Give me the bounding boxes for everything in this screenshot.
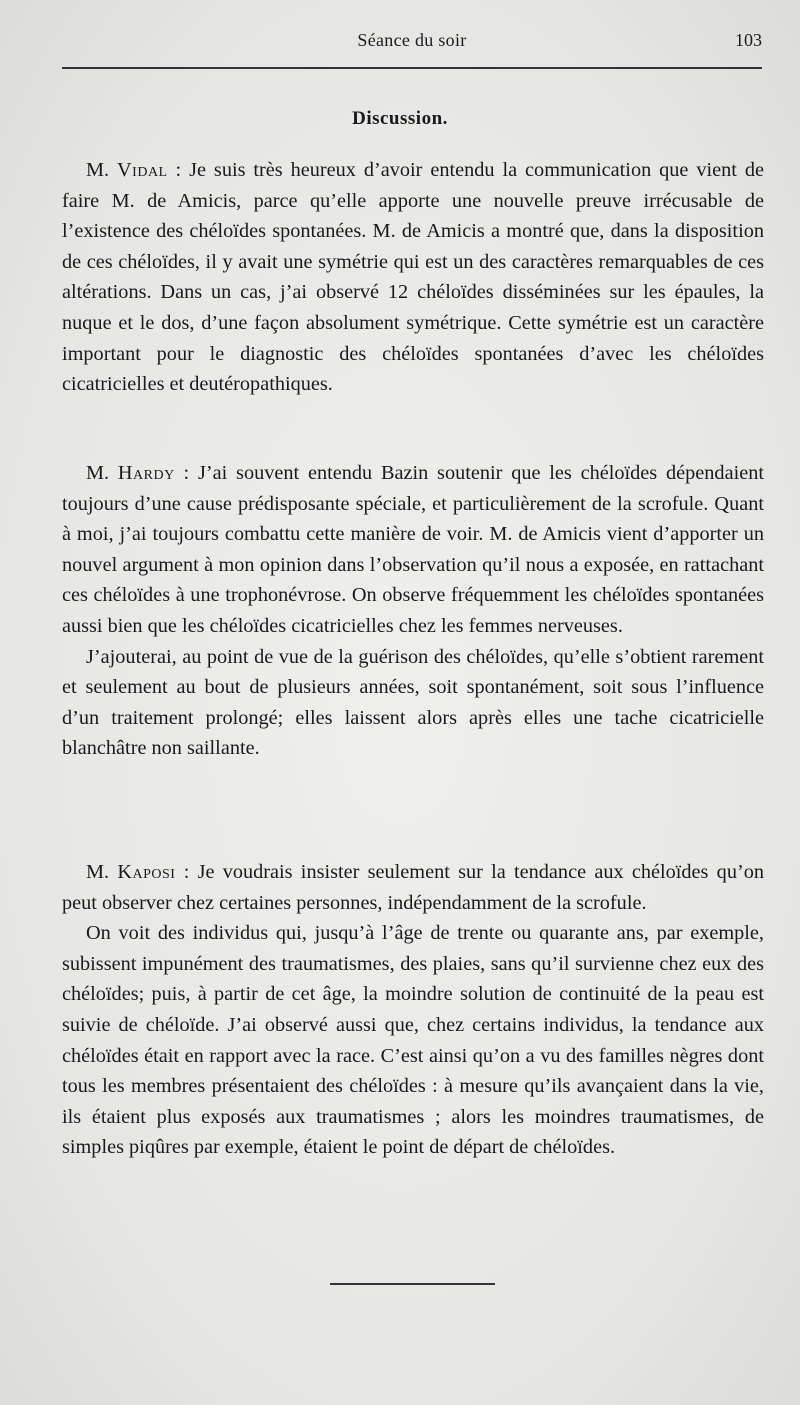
header-rule [62,67,762,69]
speaker-name: Vidal [117,159,168,181]
end-rule [330,1283,495,1285]
paragraph: On voit des individus qui, jusqu’à l’âge de trente ou quarante ans, par exemple, subissent impunément des traumatismes, des plaies, sans qu’il survienne chez eux des chéloïdes; puis, à partir de cet âge, la moindre solution de continuité de la peau est suivie de chéloïde. J’ai observé aussi que, chez certains individus, la tendance aux chéloïdes était en rapport avec la race. C’est ainsi qu’on a vu des familles nègres dont tous les membres présentaient des chéloïdes : à mesure qu’ils avançaient dans la vie, ils étaient plus exposés aux traumatismes ; alors les moindres traumatismes, de simples piqûres par exemple, étaient le point de départ de chéloïdes. [62,922,764,1159]
running-title: Séance du soir [357,30,467,50]
paragraph-text: : J’ai souvent entendu Bazin soutenir que les chéloïdes dépendaient toujours d’une cause prédisposante spéciale, et particulièrement de la scrofule. Quant à moi, j’ai toujours combattu cette manière de voir. M. de Amicis vient d’apporter un nouvel argument à mon opinion dans l’observation qu’il nous a exposée, en rattachant ces chéloïdes à une trophonévrose. On observe fréquemment les chéloïdes spontanées aussi bien que les chéloïdes cicatricielles chez les femmes nerveuses. [62,462,764,637]
speaker-prefix: M. [86,159,118,181]
speaker-name: Kaposi [117,861,176,883]
intervention-kaposi [62,857,764,1163]
paragraph [62,155,764,400]
paragraph-text: : Je suis très heureux d’avoir entendu la communication que vient de faire M. de Amicis, parce qu’elle apporte une nouvelle preuve irrécusable de l’existence des chéloïdes spontanées. M. de Amicis a montré que, dans la disposition de ces chéloïdes, il y avait une symétrie qui est un des caractères remarquables de ces altérations. Dans un cas, j’ai observé 12 chéloïdes disséminées sur les épaules, la nuque et le dos, d’une façon absolument symétrique. Cette symétrie est un caractère important pour le diagnostic des chéloïdes spontanées d’avec les chéloïdes cicatricielles et deutéropathiques. [62,159,764,396]
speaker-name: Hardy [117,462,175,484]
page-number: 103 [735,30,762,50]
paragraph: J’ajouterai, au point de vue de la guérison des chéloïdes, qu’elle s’obtient rarement et seulement au bout de plusieurs années, soit spontanément, soit sous l’influence d’un traitement prolongé; elles laissent alors après elles une tache cicatricielle blanchâtre non saillante. [62,645,764,760]
paragraph [62,458,764,642]
paragraph-text: : Je voudrais insister seulement sur la tendance aux chéloïdes qu’on peut observer chez certaines personnes, indépendamment de la scrofule. [62,861,764,914]
intervention-vidal [62,155,764,400]
speaker-prefix: M. [86,861,118,883]
speaker-prefix: M. [86,462,118,484]
running-head [62,30,762,56]
paragraph [62,857,764,918]
section-title: Discussion. [352,108,448,129]
intervention-hardy [62,458,764,764]
